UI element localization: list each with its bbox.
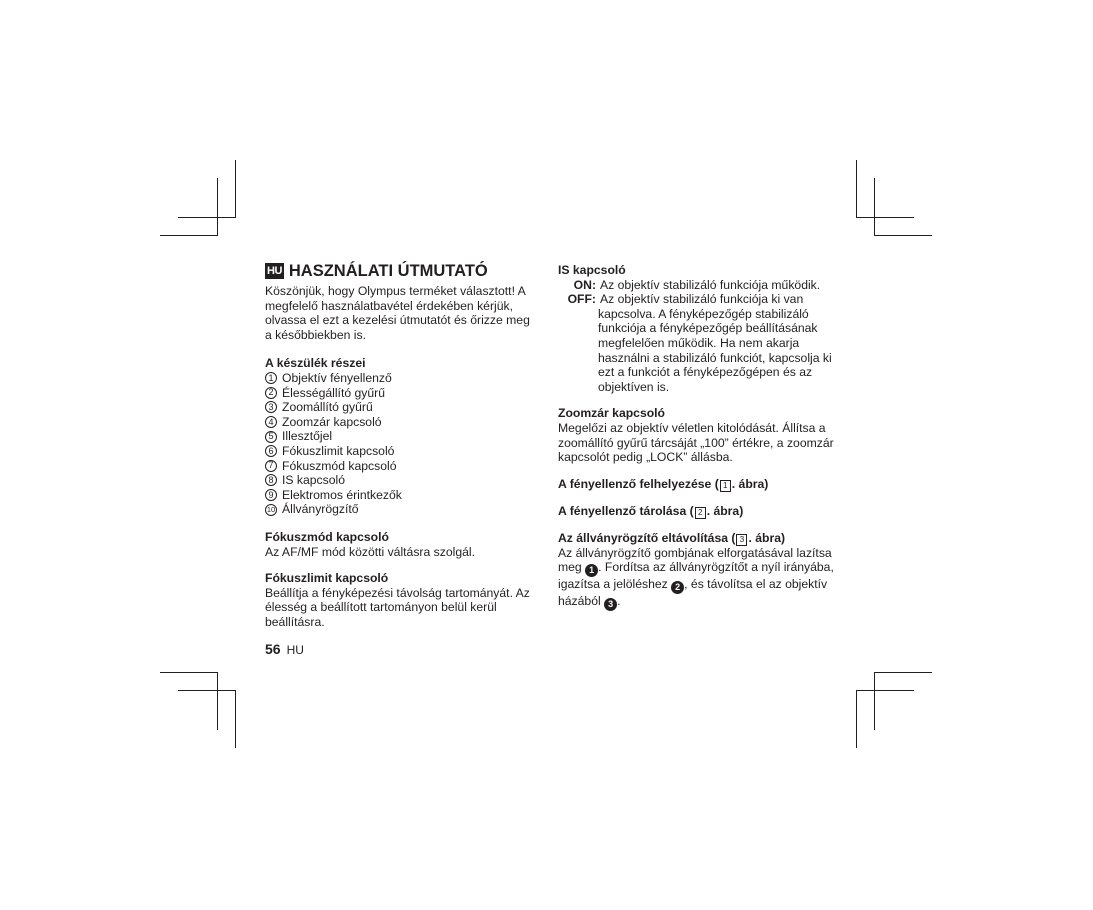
parts-heading: A készülék részei — [265, 356, 366, 371]
page-title — [265, 261, 540, 281]
crop-mark — [160, 672, 218, 673]
list-item-label: Zoomzár kapcsoló — [282, 414, 382, 429]
page-number: 56 — [265, 641, 281, 657]
focus-mode-text: Az AF/MF mód közötti váltásra szolgál. — [265, 544, 475, 559]
tripod-heading — [558, 531, 838, 546]
list-item-label: Állványrögzítő — [282, 502, 359, 517]
crop-mark — [874, 178, 875, 236]
number-badge: 6 — [265, 445, 277, 457]
zoom-lock-section — [558, 406, 838, 464]
crop-mark — [160, 235, 218, 236]
tripod-text-4: . — [617, 594, 621, 609]
list-item-label: Elektromos érintkezők — [282, 487, 402, 502]
crop-mark — [874, 672, 875, 730]
crop-mark — [856, 690, 914, 691]
on-term: ON: — [573, 277, 596, 292]
page-footer — [265, 641, 304, 657]
hood-store-heading — [558, 504, 838, 519]
off-text-first: Az objektív stabilizáló funkciója ki van — [600, 292, 804, 307]
crop-mark — [235, 690, 236, 748]
crop-mark — [874, 235, 932, 236]
is-switch-heading: IS kapcsoló — [558, 263, 626, 277]
number-badge: 7 — [265, 460, 277, 472]
off-definition — [558, 292, 838, 307]
list-item-label: Élességállító gyűrű — [282, 385, 385, 400]
crop-mark — [235, 160, 236, 218]
hood-store-suffix: . ábra) — [706, 503, 744, 518]
figure-ref-icon: 3 — [736, 534, 747, 546]
number-badge: 3 — [265, 401, 277, 413]
hood-attach-heading — [558, 477, 838, 492]
on-definition — [558, 278, 838, 293]
list-item-label: Fókuszlimit kapcsoló — [282, 443, 395, 458]
list-item — [265, 502, 540, 517]
step-1-icon: 1 — [585, 564, 598, 577]
crop-mark — [217, 672, 218, 730]
number-badge: 4 — [265, 416, 277, 428]
list-item — [265, 371, 540, 386]
tripod-text — [558, 546, 838, 612]
crop-mark — [178, 217, 236, 218]
number-badge: 2 — [265, 387, 277, 399]
crop-mark — [856, 160, 857, 218]
left-column — [265, 261, 540, 641]
tripod-text-2: . Fordítsa az állványrögzítőt a nyíl irányába, igazítsa a jelöléshez — [558, 560, 834, 592]
list-item — [265, 415, 540, 430]
number-badge: 9 — [265, 489, 277, 501]
hood-attach-suffix: . ábra) — [731, 476, 769, 491]
figure-ref-icon: 2 — [695, 507, 706, 519]
off-term: OFF: — [567, 292, 596, 307]
footer-language: HU — [286, 643, 304, 657]
off-text-rest: kapcsolva. A fényképezőgép stabilizáló funkciója a fényképezőgép beállításának megfelelően működik. Ha nem akarja használni a stabilizáló funkciót, kapcsolja ki ezt a funkciót a fényképezőgépen és az objektíven is. — [598, 306, 832, 394]
language-badge: HU — [267, 265, 282, 277]
number-badge: 8 — [265, 474, 277, 486]
crop-mark — [856, 217, 914, 218]
figure-ref-icon: 1 — [720, 480, 731, 492]
list-item — [265, 400, 540, 415]
right-column — [558, 263, 838, 611]
step-3-icon: 3 — [604, 598, 617, 611]
focus-limit-text: Beállítja a fényképezési távolság tartományát. Az élesség a beállított tartományon belül kerül beállításra. — [265, 585, 530, 629]
tripod-heading-suffix: . ábra) — [748, 530, 786, 545]
focus-limit-heading: Fókuszlimit kapcsoló — [265, 571, 389, 586]
list-item-label: Fókuszmód kapcsoló — [282, 458, 397, 473]
list-item-label: Zoomállító gyűrű — [282, 400, 373, 415]
zoom-lock-heading: Zoomzár kapcsoló — [558, 406, 666, 421]
page-title-text: HASZNÁLATI ÚTMUTATÓ — [288, 262, 488, 280]
list-item-label: IS kapcsoló — [282, 473, 346, 488]
hood-attach-text: A fényellenző felhelyezése ( — [558, 476, 719, 491]
hood-store-text: A fényellenző tárolása ( — [558, 503, 694, 518]
crop-mark — [874, 672, 932, 673]
on-text: Az objektív stabilizáló funkciója működik. — [600, 277, 821, 292]
list-item — [265, 488, 540, 503]
number-badge: 10 — [266, 505, 276, 515]
list-item — [265, 459, 540, 474]
tripod-text-3: , és távolítsa el az objektív házából — [558, 577, 828, 609]
list-item — [265, 473, 540, 488]
list-item-label: Illesztőjel — [282, 429, 333, 444]
is-switch-section — [558, 263, 838, 394]
tripod-heading-text: Az állványrögzítő eltávolítása ( — [558, 530, 736, 545]
list-item — [265, 429, 540, 444]
crop-mark — [217, 178, 218, 236]
crop-mark — [178, 690, 236, 691]
focus-mode-heading: Fókuszmód kapcsoló — [265, 529, 389, 544]
crop-mark — [856, 690, 857, 748]
list-item-label: Objektív fényellenző — [282, 370, 392, 385]
zoom-lock-text: Megelőzi az objektív véletlen kitolódását. Állítsa a zoomállító gyűrű tárcsáját „100” értékre, a zoomzár kapcsolót pedig „LOCK” állásba. — [558, 420, 834, 465]
number-badge: 1 — [265, 372, 277, 384]
step-2-icon: 2 — [671, 581, 684, 594]
tripod-text-1: Az állványrögzítő gombjának elforgatásával lazítsa meg — [558, 545, 832, 575]
list-item — [265, 444, 540, 459]
parts-list — [265, 371, 540, 517]
number-badge: 5 — [265, 431, 277, 443]
intro-text: Köszönjük, hogy Olympus terméket választott! A megfelelő használatbavétel érdekében kérjük, olvassa el ezt a kezelési útmutatót és őrizze meg a későbbiekben is. — [265, 284, 530, 342]
list-item — [265, 386, 540, 401]
